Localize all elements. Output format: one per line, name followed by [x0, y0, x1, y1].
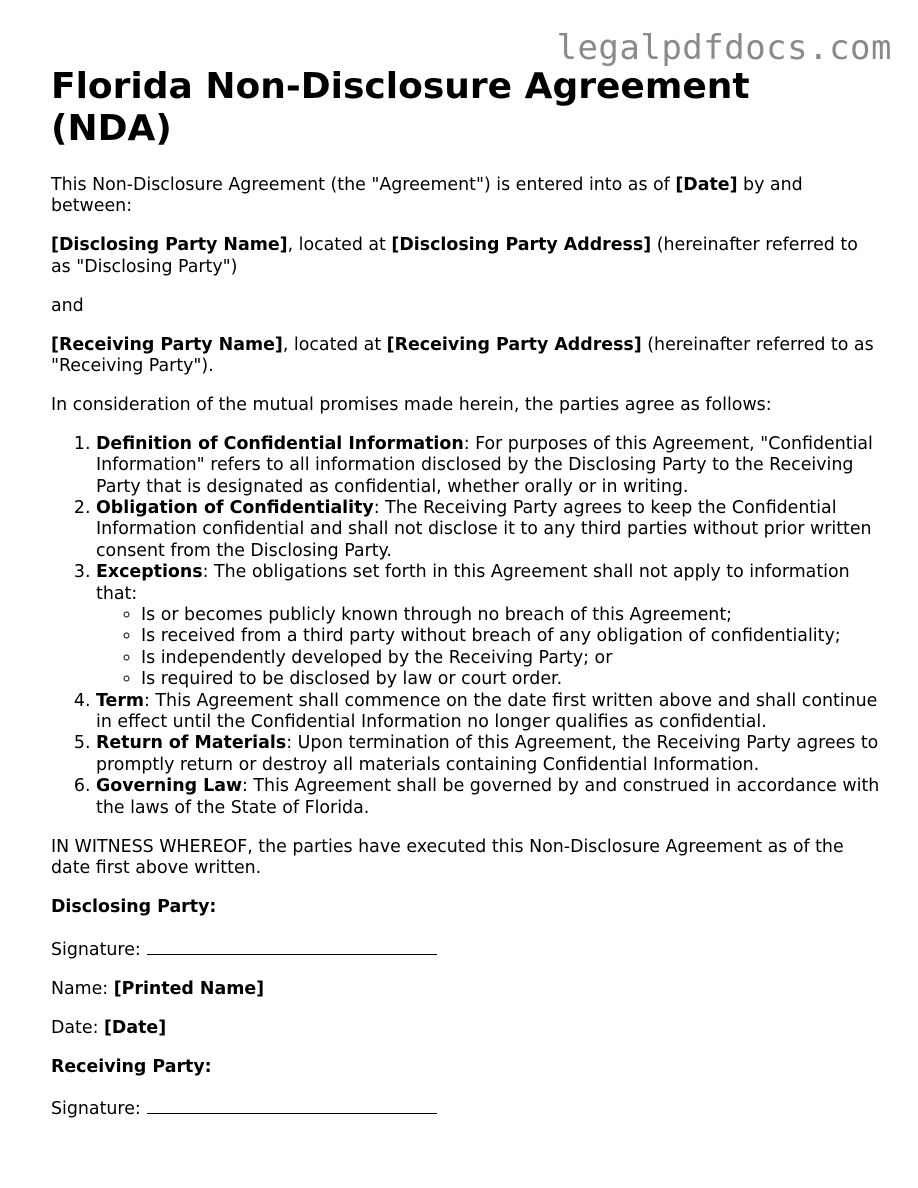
- disclosing-signature-heading: [51, 897, 881, 918]
- clause-heading: Definition of Confidential Information: [96, 433, 464, 454]
- date-label: Date:: [51, 1017, 99, 1038]
- clause-item: [96, 776, 881, 819]
- receiving-signature-row: [51, 1095, 881, 1120]
- clause-heading: Obligation of Confidentiality: [96, 497, 374, 518]
- clause-item: [96, 691, 881, 734]
- intro-paragraph: [51, 175, 881, 218]
- disclosing-party-label: Disclosing Party:: [51, 896, 217, 917]
- clause-item: [96, 733, 881, 776]
- signature-line[interactable]: [147, 936, 437, 955]
- disclosing-party-address: [Disclosing Party Address]: [391, 235, 652, 256]
- receiving-party-name: [Receiving Party Name]: [51, 334, 283, 355]
- signature-label: Signature:: [51, 1099, 141, 1120]
- and-paragraph: and: [51, 295, 84, 316]
- signature-date-row: [51, 1018, 881, 1039]
- disclosing-located: , located at: [287, 235, 392, 256]
- intro-date-placeholder: [Date]: [675, 175, 738, 195]
- clause-item: [96, 498, 881, 562]
- clause-text: : The Receiving Party agrees to keep the Confidential Information confidential and shall not disclose it to any third parties without prior written consent from the Disclosing Party.: [96, 497, 872, 561]
- clause-heading: Governing Law: [96, 776, 243, 797]
- clause-list: [51, 434, 881, 819]
- disclosing-signature-row: [51, 936, 881, 961]
- exception-item: ◦ Is or becomes publicly known through no breach of this Agreement;: [141, 605, 881, 626]
- signature-line[interactable]: [147, 1095, 437, 1114]
- receiving-signature-heading: [51, 1057, 881, 1078]
- signature-label: Signature:: [51, 939, 141, 960]
- disclosing-party-name: [Disclosing Party Name]: [51, 235, 288, 256]
- clause-text: : For purposes of this Agreement, "Confidential Information" refers to all information disclosed by the Disclosing Party to the Receiving Party that is designated as confidential, whether orally or in writing.: [96, 433, 873, 497]
- exception-item: ◦ Is independently developed by the Receiving Party; or: [141, 648, 881, 669]
- clause-text: : This Agreement shall commence on the date first written above and shall continue in effect until the Confidential Information no longer qualifies as confidential.: [96, 690, 878, 733]
- receiving-located: , located at: [282, 334, 387, 355]
- document-body: [51, 175, 881, 1138]
- exception-item: ◦ Is received from a third party without breach of any obligation of confidentiality;: [141, 626, 881, 647]
- witness-paragraph: IN WITNESS WHEREOF, the parties have executed this Non-Disclosure Agreement as of the date first above written.: [51, 836, 844, 878]
- date-placeholder: [Date]: [103, 1017, 167, 1038]
- clause-text: : This Agreement shall be governed by and construed in accordance with the laws of the State of Florida.: [96, 776, 880, 818]
- clause-text: : Upon termination of this Agreement, the Receiving Party agrees to promptly return or destroy all materials containing Confidential Information.: [96, 733, 879, 775]
- disclosing-party-paragraph: [51, 235, 881, 278]
- receiving-party-label: Receiving Party:: [51, 1056, 212, 1077]
- disclosing-suffix: (hereinafter referred to as "Disclosing Party"): [51, 235, 858, 277]
- clause-heading: Return of Materials: [96, 733, 287, 754]
- printed-name-placeholder: [Printed Name]: [113, 978, 265, 999]
- printed-name-row: [51, 979, 881, 1000]
- exception-item: ◦ Is required to be disclosed by law or court order.: [141, 669, 881, 690]
- exceptions-sublist: [96, 605, 881, 691]
- clause-text: : The obligations set forth in this Agreement shall not apply to information that:: [96, 562, 850, 604]
- intro-prefix: This Non-Disclosure Agreement (the "Agreement") is entered into as of: [51, 175, 676, 195]
- intro-suffix: by and between:: [51, 175, 803, 217]
- clause-heading: Exceptions: [96, 562, 203, 583]
- clause-item: [96, 434, 881, 498]
- name-label: Name:: [51, 978, 109, 999]
- consideration-paragraph: In consideration of the mutual promises made herein, the parties agree as follows:: [51, 394, 772, 415]
- receiving-suffix: (hereinafter referred to as "Receiving Party").: [51, 334, 874, 376]
- receiving-party-address: [Receiving Party Address]: [386, 334, 642, 355]
- clause-item: [96, 562, 881, 690]
- clause-heading: Term: [96, 690, 145, 711]
- signature-block: [51, 897, 881, 1121]
- watermark-text: legalpdfdocs.com: [556, 28, 892, 68]
- page-title: Florida Non-Disclosure Agreement (NDA): [51, 66, 750, 149]
- receiving-party-paragraph: [51, 335, 881, 378]
